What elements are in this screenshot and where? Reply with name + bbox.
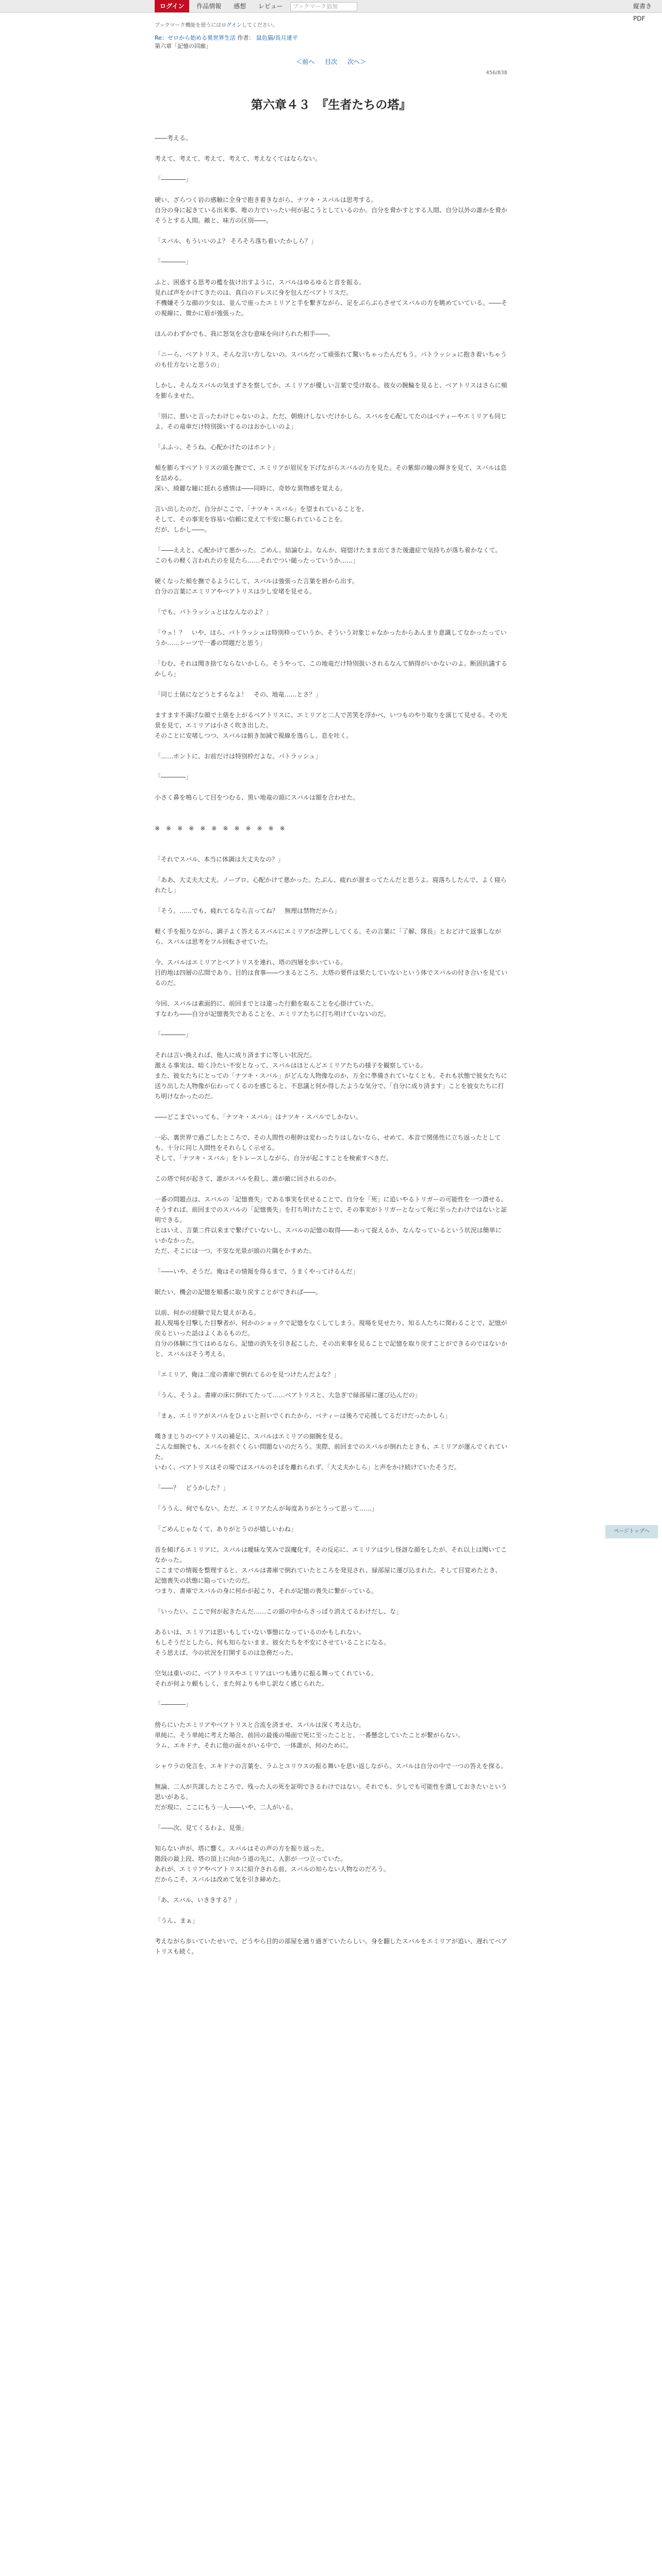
body-paragraph: 空気は重いのに、ベアトリスやエミリアはいつも通りに振る舞ってくれている。 bbox=[155, 1670, 377, 1677]
body-paragraph bbox=[155, 184, 507, 195]
body-paragraph: 階段の最上段、塔の頂上に向かう道の先に、人影が一つ立っていた。 bbox=[155, 1855, 347, 1862]
body-paragraph: 殺人現場を目撃した目撃者が、何かのショックで記憶をなくしてしまう。現場を見せたり、知る人たちに関わることで、記憶が戻るといった話はよくあるものだ。 bbox=[155, 1319, 507, 1337]
body-paragraph: 小さく鼻を鳴らして目をつむる、黒い地竜の頭にスバルは額を合わせた。 bbox=[155, 794, 359, 801]
body-paragraph: 今回、スバルは素面的に、前回までとは違った行動を取ることを心掛けていた。 bbox=[155, 1000, 378, 1007]
body-paragraph bbox=[155, 494, 507, 504]
body-paragraph: 嘆きまじりのベアトリスの補足に、スバルはエミリアの細腕を見る。 bbox=[155, 1433, 346, 1440]
body-paragraph: 「――――」 bbox=[155, 773, 192, 781]
body-paragraph bbox=[155, 1493, 507, 1503]
body-paragraph bbox=[155, 648, 507, 658]
body-paragraph bbox=[155, 865, 507, 875]
chapter-name: 第六章「記憶の回廊」 bbox=[155, 43, 211, 49]
body-paragraph: 「――――」 bbox=[155, 176, 192, 183]
body-paragraph: 単純に、そう単純に考えた場合、前回の最後の場面で死に至ったことと、一番懸念していたことが繋がらない。 bbox=[155, 1732, 465, 1739]
body-paragraph: そして、その事実を容易い信頼に変えて不安に駆られていることを。 bbox=[155, 516, 346, 523]
body-paragraph bbox=[155, 1534, 507, 1545]
body-paragraph: 硬い、ざらつく岩の感触に全身で抱き着きながら、ナツキ・スバルは思考する。 bbox=[155, 196, 377, 204]
body-paragraph bbox=[155, 1709, 507, 1720]
body-paragraph: そのことに安堵しつつ、スバルは俯き加減で視線を逸らし、息を吐く。 bbox=[155, 732, 353, 739]
body-paragraph bbox=[155, 617, 507, 628]
body-paragraph bbox=[155, 1472, 507, 1483]
body-paragraph: ※ ※ ※ ※ ※ ※ ※ ※ ※ ※ ※ ※ bbox=[155, 825, 285, 832]
body-paragraph bbox=[155, 844, 507, 854]
body-paragraph: 「それでスバル、本当に体調は大丈夫なの？」 bbox=[155, 856, 285, 863]
body-paragraph bbox=[155, 947, 507, 957]
notice-after: してください。 bbox=[241, 23, 278, 28]
body-paragraph: 硬くなった頬を撫でるようにして、スバルは強張った言葉を唇から出す。 bbox=[155, 578, 358, 585]
body-paragraph bbox=[155, 226, 507, 236]
body-paragraph: だが、しかし――。 bbox=[155, 526, 211, 533]
body-paragraph: 自分の体験に当てはめるなら、記憶の消失を引き起こした、その出来事を見ることで記憶を取り戻すことができるのではないかと、スバルはそう考える。 bbox=[155, 1340, 508, 1358]
body-paragraph: 「ううん、何でもない。ただ、エミリアたんが毎度ありがとうって思って……」 bbox=[155, 1505, 378, 1512]
body-paragraph: とはいえ、言葉二件以来まで繋げていないし、スバルの記憶の取得――あって捉えるか、なんなっているという状況は簡単にいかなかった。 bbox=[155, 1227, 502, 1244]
body-paragraph bbox=[155, 1812, 507, 1823]
body-paragraph: ここまでの情報を整理すると、スバルは書庫で倒れていたところを発見され、緑部屋に運び込まれた。そして目覚めたとき、記憶喪失の状態に陥っていたのだ。 bbox=[155, 1567, 502, 1584]
body-paragraph: 目的地は四層の広間であり、目的は食事――つまるところ、大塔の要件は果たしていないという体でスバルの付き合いを見ているのだ。 bbox=[155, 969, 508, 987]
body-paragraph bbox=[155, 1163, 507, 1174]
body-paragraph bbox=[155, 1122, 507, 1132]
body-paragraph bbox=[155, 834, 507, 844]
body-paragraph bbox=[155, 1297, 507, 1308]
body-paragraph: ふと、困惑する思考の檻を抜け出すように、スバルはゆるゆると首を振る。 bbox=[155, 279, 366, 286]
login-button[interactable]: ログイン bbox=[155, 0, 189, 12]
series-info bbox=[155, 33, 507, 42]
body-paragraph bbox=[155, 1101, 507, 1112]
body-paragraph bbox=[155, 761, 507, 772]
body-paragraph: あるいは、エミリアは思いもしていない事態になっているのかもしれない。 bbox=[155, 1629, 366, 1636]
body-paragraph: 見れば声をかけてきたのは、真白のドレスに身を包んだベアトリスだ。 bbox=[155, 289, 353, 296]
body-paragraph: 「――次、見てくるわよ、見張」 bbox=[155, 1824, 248, 1832]
body-paragraph bbox=[155, 535, 507, 545]
body-paragraph: いわく、ベアトリスはその場ではスバルのそばを離れられず、「大丈夫かしら」と声をかけ続けていたそうだ。 bbox=[155, 1464, 460, 1471]
author-prefix: 作者： bbox=[237, 35, 255, 41]
body-paragraph: もしそうだとしたら、何も知らないまま、彼女たちを不安にさせていることになる。 bbox=[155, 1639, 390, 1646]
body-paragraph: だからこそ、スバルは改めて気を引き締めた。 bbox=[155, 1876, 285, 1883]
body-paragraph: 「同じ土俵になどうとするなよ！ その、地竜……とさ？」 bbox=[155, 691, 322, 698]
nav-item-impressions[interactable]: 感想 bbox=[234, 3, 246, 10]
body-paragraph: 知らない声が、塔に響く。スバルはその声の方を振り返った。 bbox=[155, 1845, 328, 1852]
body-paragraph: ますます不満げな顔で土俵を上がるベアトリスに、エミリアと二人で苦笑を浮かべ、いつものやり取りを演じて見せる。その光景を見て、エミリアは小さく吹き出した。 bbox=[155, 711, 507, 729]
body-paragraph bbox=[155, 401, 507, 411]
body-paragraph: 「――？ どうかした？」 bbox=[155, 1484, 229, 1492]
body-paragraph bbox=[155, 1885, 507, 1895]
body-paragraph: 言い出したのだ、自分がここで、「ナツキ・スバル」を望まれていることを。 bbox=[155, 505, 368, 513]
body-paragraph: 「――いや、そうだ。俺はその情報を得るまで、うまくやってけるんだ」 bbox=[155, 1268, 359, 1275]
episode-title: 第六章４３ 『生者たちの塔』 bbox=[251, 98, 411, 112]
body-paragraph bbox=[155, 1019, 507, 1029]
body-paragraph: 無論、二人が共謀したところで、残った人の死を証明できるわけではない。それでも、少しでも可能性を潰しておきたいという思いがある。 bbox=[155, 1783, 507, 1801]
body-paragraph: 激える事実は、暗く冷たい不安となって、スバルはほとんどエミリアたちの様子を観察している。 bbox=[155, 1062, 427, 1069]
body-paragraph bbox=[155, 597, 507, 607]
body-paragraph: そして、「ナツキ・スバル」をトレースしながら、自分が起こすことを検索すべきだ。 bbox=[155, 1155, 392, 1162]
body-paragraph: また、彼女たちにとっての「ナツキ・スバル」がどんな人物像なのか、万全に準備されていなくとも、それも状態で彼女たちに送り出した人物像が伝わってくるのを感じると、不思議と何か得したような気分で、「自分に成り済ます」ことを彼女たちに打ち明けなかったのだ。 bbox=[155, 1072, 507, 1100]
body-paragraph bbox=[155, 803, 507, 813]
top-bar-nav bbox=[155, 0, 357, 12]
series-title-link[interactable]: Re：ゼロから始める異世界生活 bbox=[155, 35, 236, 41]
body-paragraph: そう思えば、今の状況を打開するのは急務だった。 bbox=[155, 1649, 297, 1656]
body-paragraph bbox=[155, 370, 507, 380]
body-paragraph: それは言い換えれば、他人に成り済ますに等しい状況だ。 bbox=[155, 1052, 316, 1059]
body-paragraph: 「エミリア、俺は二度の書庫で倒れてるのを見つけたんだよな？」 bbox=[155, 1371, 340, 1378]
notice-before: ブックマーク機能を使うには bbox=[155, 23, 222, 28]
body-paragraph: 考えて、考えて、考えて、考えて、考えなくてはならない。 bbox=[155, 155, 322, 162]
body-paragraph: ほんのわずかでも、我に怒気を含む意味を向けられた相手――。 bbox=[155, 330, 335, 337]
body-paragraph: すなわち――自分が記憶喪失であることを、エミリアたちに打ち明けていないのだ。 bbox=[155, 1010, 390, 1018]
notice-login-link[interactable]: ログイン bbox=[221, 23, 242, 28]
page-top-button[interactable]: ページトップへ bbox=[605, 1525, 658, 1538]
body-paragraph bbox=[155, 1184, 507, 1194]
body-paragraph bbox=[155, 318, 507, 329]
body-paragraph bbox=[155, 1689, 507, 1699]
body-paragraph: 眠たい、機会の記憶を順番に取り戻すことができれば――。 bbox=[155, 1289, 322, 1296]
body-paragraph bbox=[155, 1926, 507, 1936]
nav-item-review[interactable]: レビュー bbox=[258, 3, 283, 10]
pager bbox=[155, 57, 507, 66]
body-paragraph: 「ああ、大丈夫大丈夫。ノープロ。心配かけて悪かった。たぶん、疲れが溜まってたんだと思うよ。寝落ちしたんで、よく寝られたし」 bbox=[155, 876, 507, 894]
body-paragraph bbox=[155, 164, 507, 174]
body-paragraph bbox=[155, 1833, 507, 1843]
body-paragraph bbox=[155, 432, 507, 442]
body-paragraph: 「あ、スバル、いききする？」 bbox=[155, 1896, 241, 1904]
next-link[interactable]: 次へ＞ bbox=[347, 58, 366, 65]
body-paragraph bbox=[155, 1771, 507, 1782]
body-paragraph: 自分の身に起きている出来事、唯の力でいったい何が起こうとしているのか。自分を脅かすとする人間、自分以外の誰かを脅かそうとする人間。敵と、味方の区別――。 bbox=[155, 207, 508, 224]
body-paragraph: この塔で何が起きて、誰がスバルを殺し、誰が敵に回されるのか。 bbox=[155, 1175, 340, 1182]
body-paragraph bbox=[155, 566, 507, 576]
novel-body bbox=[155, 133, 507, 1957]
body-paragraph: 「――――」 bbox=[155, 258, 192, 265]
body-paragraph: 「……ホントに、お前だけは特別枠だよな、パトラッシュ」 bbox=[155, 753, 322, 760]
body-paragraph: ――考える。 bbox=[155, 134, 192, 142]
body-paragraph bbox=[155, 1751, 507, 1761]
body-paragraph: こんな細腕でも、スバルを担ぐくらい問題ないのだろう。実際、前回までのスバルが倒れたときも、エミリアが運んでくれていた。 bbox=[155, 1443, 508, 1461]
prev-link[interactable]: ＜前へ bbox=[296, 58, 315, 65]
body-paragraph: つまり、書庫でスバルの身に何かが起こり、それが記憶の喪失に繋がっている。 bbox=[155, 1587, 378, 1595]
bookmark-notice bbox=[155, 21, 507, 28]
body-paragraph: 「そう。……でも、疲れてるなら言ってね？ 無理は禁物だから」 bbox=[155, 907, 341, 914]
body-paragraph bbox=[155, 1421, 507, 1431]
body-paragraph bbox=[155, 1277, 507, 1287]
body-paragraph: シャウラの発言を、エキドナの言葉を、ラムとユリウスの振る舞いを思い返しながら、スバルは自分の中で一つの答えを探る。 bbox=[155, 1762, 507, 1770]
body-paragraph: 頬を膨らすベアトリスの頭を撫でて、エミリアが眉尻を下げながらスバルの方を見た。その紫紺の瞳の輝きを見て、スバルは息を詰める。 bbox=[155, 464, 507, 482]
body-paragraph: そうすれば、前回までのスバルの「記憶喪失」を打ち明けたことで、その事実がトリガーとなって死に至ったわけではないと証明できる。 bbox=[155, 1206, 507, 1224]
body-paragraph: それが何より頼もしく、また何よりも申し訳なく感じられた。 bbox=[155, 1680, 328, 1687]
body-paragraph: あれが、エミリアやベアトリスに紹介される前、スバルの知らない人物なのだろう。 bbox=[155, 1866, 390, 1873]
top-bar bbox=[0, 0, 662, 22]
body-paragraph: 「スバル、もういいのよ？ そろそろ落ち着いたかしら？」 bbox=[155, 238, 317, 245]
body-paragraph: 首を傾げるエミリアに、スバルは曖昧な笑みで誤魔化す。その反応に、エミリアは少し怪訝な顔をしたが、それ以上は聞いてこなかった。 bbox=[155, 1546, 507, 1564]
body-paragraph: 「ニーら、ベアトリス。そんな言い方しないの。スバルだって頑張れて驚いちゃったんだもう。パトラッシュに抱き着いちゃうのも仕方ないと思うの」 bbox=[155, 351, 507, 368]
body-paragraph bbox=[155, 741, 507, 751]
body-paragraph: 考えながら歩いていたせいで、どうやら目的の部屋を通り過ぎていたらしい。身を翻したスバルをエミリアが追い、遅れてベアトリスも続く。 bbox=[155, 1938, 507, 1955]
body-paragraph: ――どこまでいっても、「ナツキ・スバル」はナツキ・スバルでしかない。 bbox=[155, 1113, 362, 1121]
body-paragraph bbox=[155, 1596, 507, 1606]
body-paragraph bbox=[155, 1359, 507, 1369]
body-paragraph bbox=[155, 813, 507, 823]
body-paragraph bbox=[155, 1514, 507, 1524]
body-paragraph bbox=[155, 1380, 507, 1390]
body-paragraph bbox=[155, 679, 507, 689]
body-paragraph: 軽く手を振りながら、調子よく答えるスバルにエミリアが念押ししてくる。その言葉に「了解、隊長」とおどけて返事しながら、スバルは思考をフル回転させていた。 bbox=[155, 928, 502, 945]
toc-link[interactable]: 目次 bbox=[324, 58, 337, 65]
body-paragraph: 「ウェ！？ いや、ほら、パトラッシュは特別枠っていうか、そういう対象じゃなかったからあんまり意識してなかったっていうか……シーツで一番の問題だと思う」 bbox=[155, 629, 507, 647]
body-paragraph bbox=[155, 1040, 507, 1050]
body-paragraph bbox=[155, 143, 507, 154]
body-paragraph: 「――――」 bbox=[155, 1701, 192, 1708]
body-paragraph bbox=[155, 339, 507, 349]
body-paragraph: 一応、裏世界で過ごしたところで、その人間性の根幹は変わったりはしないなら、せめて、本音で関係性に立ち返ったとしても、十分に同じ人間性をそれらしく示せる。 bbox=[155, 1134, 501, 1151]
vertical-pdf-link[interactable]: 縦書き PDF bbox=[633, 3, 652, 22]
body-paragraph bbox=[155, 246, 507, 257]
body-paragraph: 深い、綺麗な瞳に揺れる感情は――同時に、奇妙な異物感を覚える。 bbox=[155, 485, 347, 492]
novel-container bbox=[155, 21, 507, 1957]
page-count: 456/838 bbox=[486, 70, 507, 76]
body-paragraph: 一番の問題点は、スバルの「記憶喪失」である事実を伏せることで、自分を「死」に追いやるトリガーの可能性を一つ潰せる。 bbox=[155, 1196, 507, 1203]
body-paragraph bbox=[155, 895, 507, 906]
body-paragraph: 不機嫌そうな顔の少女は、並んで座ったエミリアと手を繋ぎながら、足をぶらぶらさせてスバルの方を眺めていている。――その視線に、微かに眉が強張った。 bbox=[155, 299, 508, 317]
body-paragraph: 「――ええと、心配かけて悪かった。ごめん。結論むよ。なんか、寝惚けたまま出てきた後遺症で気持ちが落ち着かなくて。このもの軽く言われたのを見たら……それでつい縋ったっていうか……」 bbox=[155, 547, 502, 564]
body-paragraph: 「うん、そうよ。書庫の床に倒れてたって……ベアトリスと、大急ぎで緑部屋に運び込んだの」 bbox=[155, 1392, 421, 1399]
body-paragraph bbox=[155, 782, 507, 792]
body-paragraph: 「別に、悪いと言ったわけじゃないのよ。ただ、朝焼けしないだけかしら。スバルを心配してたのはベティーやエミリアも同じよ。その竜車だけ特別扱いするのはおかしいのよ」 bbox=[155, 413, 507, 430]
body-paragraph bbox=[155, 1256, 507, 1266]
body-paragraph: しかし、そんなスバルの気まずさを察してか、エミリアが優しい言葉で受け取る。彼女の腕輪を見ると、ベアトリスはさらに頬を膨らませた。 bbox=[155, 382, 507, 399]
body-paragraph bbox=[155, 1658, 507, 1668]
body-paragraph bbox=[155, 916, 507, 926]
body-paragraph: だが現に、ここにもう一人――いや、二人がいる。 bbox=[155, 1804, 297, 1811]
body-paragraph: 「ごめんじゃなくて、ありがとうのが嬉しいわね」 bbox=[155, 1526, 297, 1533]
body-paragraph: 「ふふっ、そうね。心配かけたのはホント」 bbox=[155, 444, 279, 451]
body-paragraph: 「いったい、ここで何が起きたんだ……この頭の中からさっぱり消えてるわけだし、な」 bbox=[155, 1608, 403, 1615]
body-paragraph: ただ、そこには一つ、不安な光景が頭の片隅をかすめた。 bbox=[155, 1247, 316, 1255]
body-paragraph bbox=[155, 1400, 507, 1411]
body-paragraph bbox=[155, 267, 507, 277]
bookmark-add-button[interactable]: ブックマーク追加 bbox=[290, 2, 357, 11]
body-paragraph: ラム、エキドナ、それに他の面々がいる中で、一体誰が、何のために。 bbox=[155, 1742, 353, 1749]
body-paragraph: 「まぁ、エミリアがスバルをひょいと担いでくれたから、ベティーは後ろで応援してるだけだったかしら」 bbox=[155, 1412, 451, 1419]
body-paragraph: 傍らにいたエミリアやベアトリスと合流を済ませ、スバルは深く考え込む。 bbox=[155, 1721, 365, 1728]
body-paragraph bbox=[155, 700, 507, 710]
body-paragraph bbox=[155, 1905, 507, 1916]
body-paragraph: 「――――」 bbox=[155, 1031, 192, 1038]
body-paragraph: 「でも、パトラッシュとはなんなのよ？」 bbox=[155, 608, 272, 616]
body-paragraph bbox=[155, 1617, 507, 1627]
nav-item-info[interactable]: 作品情報 bbox=[196, 3, 222, 10]
body-paragraph: 今、スバルはエミリアとベアトリスを連れ、塔の四層を歩いている。 bbox=[155, 959, 347, 966]
body-paragraph: 「うん、まぁ」 bbox=[155, 1917, 198, 1924]
body-paragraph: 「むむ、それは聞き捨てならないかしら。そうやって、この地竜だけ特別扱いされるなんて納得がいかないのよ。断固抗議するかしら」 bbox=[155, 660, 507, 677]
author-link[interactable]: 鼠色猫/長月達平 bbox=[256, 35, 298, 41]
body-paragraph: 自分の言葉にエミリアやベアトリスは少し安堵を見せる。 bbox=[155, 588, 316, 595]
body-paragraph: 以前、何かの経験で見た覚えがある。 bbox=[155, 1309, 260, 1316]
body-paragraph bbox=[155, 988, 507, 998]
body-paragraph bbox=[155, 452, 507, 463]
